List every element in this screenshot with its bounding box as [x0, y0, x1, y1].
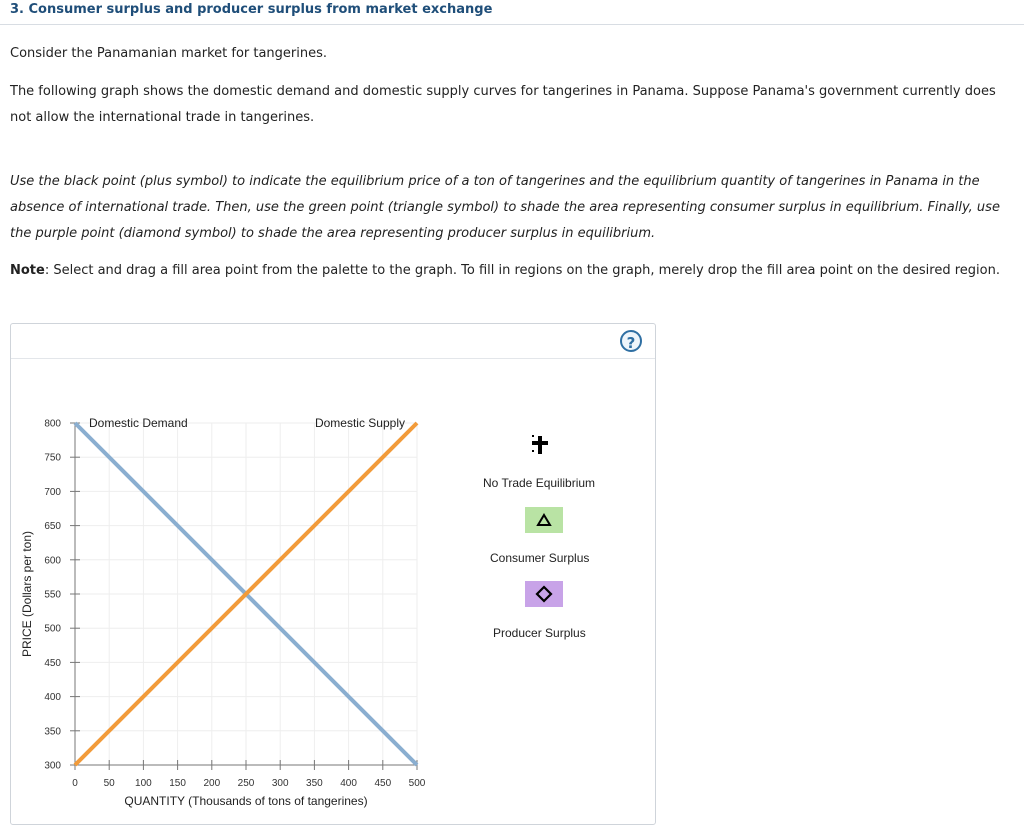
x-tick-label: 100: [135, 778, 152, 789]
diamond-icon: [525, 581, 563, 607]
y-tick-label: 600: [44, 555, 61, 567]
y-tick-label: 300: [44, 760, 61, 772]
question-header: [0, 0, 1024, 25]
graph-panel: [10, 323, 656, 825]
x-axis-title: QUANTITY (Thousands of tons of tangerines): [124, 794, 368, 808]
supply-demand-chart[interactable]: [11, 358, 441, 838]
x-tick-label: 250: [237, 778, 255, 789]
y-tick-label: 650: [44, 521, 61, 533]
panel-toolbar: [11, 324, 655, 359]
label-layer: [20, 416, 405, 808]
consumer-surplus-tool[interactable]: [525, 507, 563, 533]
plus-icon[interactable]: [531, 434, 551, 458]
y-tick-label: 400: [44, 692, 61, 704]
note-text: [10, 258, 1000, 284]
x-tick-label: 500: [408, 778, 426, 789]
x-tick-label: 350: [306, 778, 323, 789]
y-tick-label: 700: [44, 486, 61, 498]
question-title: 3. Consumer surplus and producer surplus from market exchange: [10, 2, 493, 17]
demand-curve-label: Domestic Demand: [89, 416, 188, 430]
y-tick-label: 500: [44, 623, 61, 635]
x-tick-label: 400: [340, 778, 357, 789]
producer-surplus-tool[interactable]: [525, 581, 563, 607]
y-tick-label: 800: [44, 418, 61, 430]
instruction-text: Use the black point (plus symbol) to indicate the equilibrium price of a ton of tangerines and the equilibrium quantity of tangerines in Panama in the absence of international trade. Then, use the green point (triangle symbol) to shade the area representing consumer surplus in equilibrium. Finally, use the purple point (diamond symbol) to shade the area representing producer surplus in equilibrium.: [10, 174, 1000, 241]
description-text: The following graph shows the domestic demand and domestic supply curves for tangerines in Panama. Suppose Panama's government currently does not allow the international trade in tangerines.: [10, 84, 996, 125]
x-tick-label: 300: [271, 778, 289, 789]
consumer-surplus-label: Consumer Surplus: [490, 551, 590, 565]
y-axis-title: PRICE (Dollars per ton): [20, 530, 34, 658]
y-tick-label: 450: [44, 657, 61, 669]
supply-curve-label: Domestic Supply: [314, 416, 405, 430]
x-tick-label: 450: [374, 778, 392, 789]
x-tick-label: 150: [169, 778, 186, 789]
x-tick-label: 200: [203, 778, 221, 789]
note-label: Note: [10, 263, 45, 278]
x-tick-label: 0: [72, 778, 78, 789]
no-trade-equilibrium-label: No Trade Equilibrium: [483, 476, 596, 490]
help-icon[interactable]: ?: [620, 330, 642, 352]
y-tick-label: 750: [44, 452, 61, 464]
note-body: : Select and drag a fill area point from the palette to the graph. To fill in regions on the graph, merely drop the fill area point on the desired region.: [44, 263, 1000, 278]
x-tick-label: 50: [103, 778, 115, 789]
intro-text: Consider the Panamanian market for tangerines.: [10, 46, 328, 61]
y-tick-label: 550: [44, 589, 61, 601]
triangle-icon: [525, 507, 563, 533]
producer-surplus-label: Producer Surplus: [493, 626, 586, 640]
y-tick-label: 350: [44, 726, 61, 738]
